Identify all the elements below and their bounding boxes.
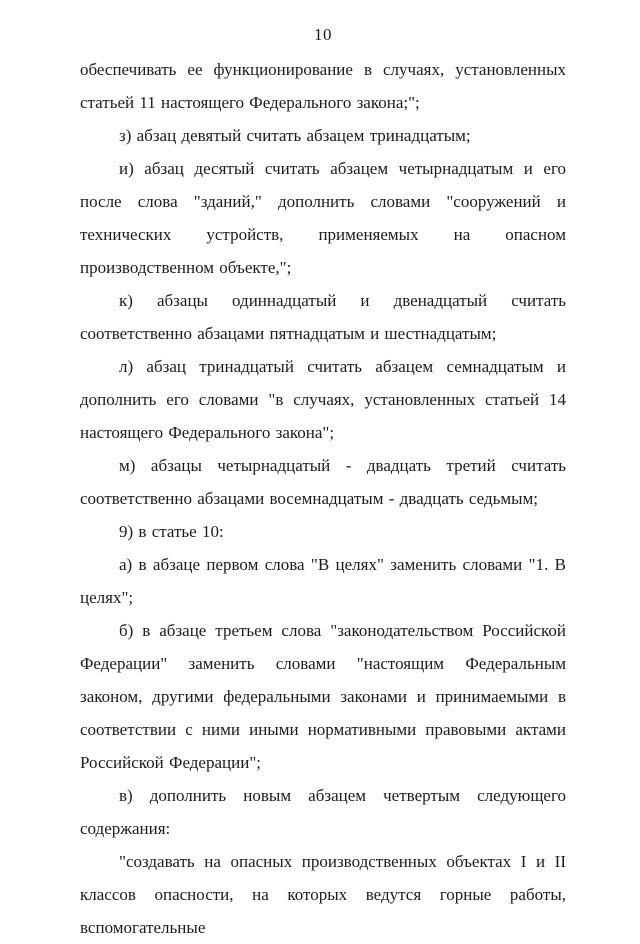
paragraph: 9) в статье 10: — [119, 522, 224, 541]
paragraph: м) абзацы четырнадцатый - двадцать третий считать соответственно абзацами восемнадцатым - двадцать седьмым; — [80, 456, 566, 508]
paragraph: "создавать на опасных производственных объектах I и II классов опасности, на которых ведутся горные работы, вспомогательные — [80, 852, 566, 937]
paragraph: а) в абзаце первом слова "В целях" заменить словами "1. В целях"; — [80, 555, 566, 607]
document-body — [80, 53, 566, 944]
paragraph: л) абзац тринадцатый считать абзацем семнадцатым и дополнить его словами "в случаях, установленных статьей 14 настоящего Федерального закона"; — [80, 357, 566, 442]
paragraph: обеспечивать ее функционирование в случаях, установленных статьей 11 настоящего Федерального закона;"; — [80, 60, 566, 112]
page-number: 10 — [314, 25, 332, 44]
paragraph: в) дополнить новым абзацем четвертым следующего содержания: — [80, 786, 566, 838]
paragraph: и) абзац десятый считать абзацем четырнадцатым и его после слова "зданий," дополнить словами "сооружений и технических устройств, применяемых на опасном производственном объекте,"; — [80, 159, 566, 277]
paragraph: б) в абзаце третьем слова "законодательством Российской Федерации" заменить словами "настоящим Федеральным законом, другими федеральными законами и принимаемыми в соответствии с ними иными нормативными правовыми актами Российской Федерации"; — [80, 621, 566, 772]
paragraph: к) абзацы одиннадцатый и двенадцатый считать соответственно абзацами пятнадцатым и шестнадцатым; — [80, 291, 566, 343]
paragraph: з) абзац девятый считать абзацем тринадцатым; — [119, 126, 471, 145]
